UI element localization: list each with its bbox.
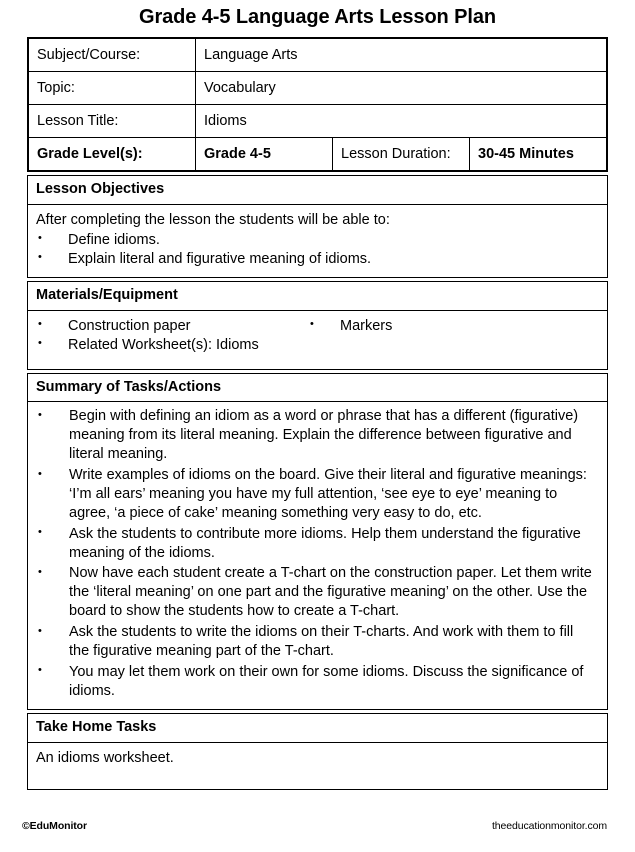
lesson-info-block (27, 37, 608, 172)
materials-block (27, 281, 608, 370)
tasks-block (27, 373, 608, 711)
list-item: • Begin with defining an idiom as a word or phrase that has a different (figurative) meaning from its literal meaning. Explain the difference between figurative and literal meaning. (36, 407, 593, 464)
materials-heading: Materials/Equipment (28, 282, 607, 311)
footer-website: theeducationmonitor.com (491, 820, 607, 832)
list-item: • Related Worksheet(s): Idioms (36, 336, 308, 355)
duration-value: 30-45 Minutes (470, 138, 607, 171)
materials-list-two (308, 317, 599, 336)
list-item: • Construction paper (36, 317, 308, 336)
lesson-objectives-block (27, 175, 608, 278)
table-row (29, 72, 607, 105)
list-item: • Define idioms. (36, 231, 599, 250)
table-row (29, 138, 607, 171)
lesson-info-table (28, 38, 607, 171)
materials-body (28, 311, 607, 369)
objectives-intro: After completing the lesson the students will be able to: (36, 211, 390, 228)
list-item: • Markers (308, 317, 599, 336)
list-item: • You may let them work on their own for some idioms. Discuss the significance of idioms. (36, 663, 593, 701)
tasks-body (28, 402, 607, 709)
page-title: Grade 4-5 Language Arts Lesson Plan (139, 6, 496, 28)
take-home-body: An idioms worksheet. (36, 749, 174, 766)
list-item: • Ask the students to write the idioms on their T-charts. And work with them to fill the figurative meaning part of the T-chart. (36, 623, 593, 661)
tasks-list (36, 407, 593, 700)
take-home-heading: Take Home Tasks (28, 714, 607, 743)
grade-value: Grade 4-5 (196, 138, 333, 171)
lesson-objectives-heading: Lesson Objectives (28, 176, 607, 205)
lesson-title-label: Lesson Title: (29, 105, 196, 138)
list-item: • Explain literal and figurative meaning of idioms. (36, 250, 599, 269)
topic-label: Topic: (29, 72, 196, 105)
table-row (29, 105, 607, 138)
list-item: • Write examples of idioms on the board. Give their literal and figurative meanings: ‘I’m all ears’ meaning you have my full attention, ‘see eye to eye’ meaning to agree, ‘a piece of cake’ meaning something very easy to do, etc. (36, 466, 593, 523)
topic-value: Vocabulary (196, 72, 607, 105)
materials-column-two (308, 317, 599, 336)
subject-label: Subject/Course: (29, 39, 196, 72)
list-item: • Ask the students to contribute more idioms. Help them understand the figurative meaning of the idioms. (36, 525, 593, 563)
materials-list-one (36, 317, 308, 355)
footer-copyright: ©EduMonitor (22, 820, 87, 832)
subject-value: Language Arts (196, 39, 607, 72)
objectives-list (36, 231, 599, 269)
grade-label: Grade Level(s): (29, 138, 196, 171)
materials-column-one (36, 317, 308, 355)
page-footer (0, 819, 635, 833)
take-home-block (27, 713, 608, 790)
table-row (29, 39, 607, 72)
lesson-objectives-body (28, 205, 607, 277)
lesson-title-value: Idioms (196, 105, 607, 138)
tasks-heading: Summary of Tasks/Actions (28, 374, 607, 403)
list-item: • Now have each student create a T-chart on the construction paper. Let them write the ‘literal meaning’ on one part and the figurative meaning’ on the other. Use the board to show the students how to create a T-chart. (36, 564, 593, 621)
duration-label: Lesson Duration: (333, 138, 470, 171)
